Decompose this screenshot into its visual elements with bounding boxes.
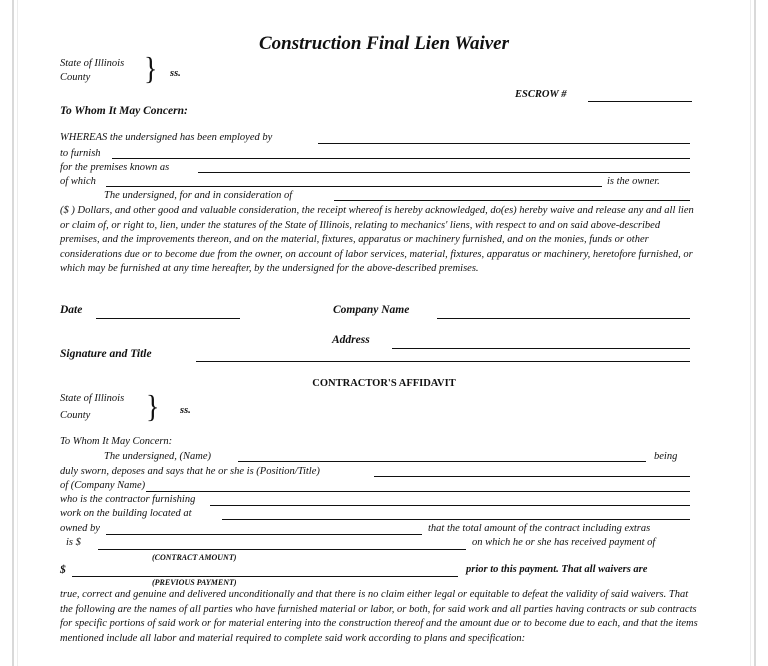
signature-line[interactable] xyxy=(196,361,690,362)
consideration-label: The undersigned, for and in consideration of xyxy=(104,190,293,201)
affiant-name-line[interactable] xyxy=(238,461,646,462)
is-dollar-label: is $ xyxy=(66,537,81,548)
affidavit-brace: } xyxy=(146,389,160,426)
affidavit-paragraph: true, correct and genuine and delivered unconditionally and that there is no claim either legal or equitable to defeat the validity of said waivers. That the following are the names of all parties who have furnished material or labor, or both, for said work and all parties having contracts or sub contracts for specific portions of said work or for material entering into the construction thereof and the amount due or to become due to each, and that the items mentioned include all labor and material required to complete said work according to plans and specification: xyxy=(60,589,698,644)
signature-label: Signature and Title xyxy=(60,348,152,360)
address-label: Address xyxy=(332,334,370,346)
address-line[interactable] xyxy=(392,348,690,349)
premises-label: for the premises known as xyxy=(60,162,170,173)
whereas-label: WHEREAS the undersigned has been employed by xyxy=(60,132,273,143)
undersigned-name-label: The undersigned, (Name) xyxy=(104,451,212,462)
contract-amount-line[interactable] xyxy=(98,549,466,550)
escrow-label: ESCROW # xyxy=(515,89,567,100)
state-county-brace: } xyxy=(144,51,158,88)
who-is-label: who is the contractor furnishing xyxy=(60,494,196,505)
building-location-line[interactable] xyxy=(222,519,690,520)
of-which-label: of which xyxy=(60,176,96,187)
company-label: of (Company Name) xyxy=(60,480,146,491)
previous-payment-line[interactable] xyxy=(72,576,458,577)
page-border-left xyxy=(12,0,14,666)
dollar-label: $ xyxy=(60,564,66,576)
date-label: Date xyxy=(60,304,83,316)
work-on-label: work on the building located at xyxy=(60,508,192,519)
affidavit-to-whom: To Whom It May Concern: xyxy=(60,436,173,447)
position-line[interactable] xyxy=(374,476,690,477)
company-line[interactable] xyxy=(146,491,690,492)
state-label: State of Illinois xyxy=(60,58,125,69)
is-owner-label: is the owner. xyxy=(607,176,660,187)
furnish-line[interactable] xyxy=(112,158,690,159)
duly-sworn-label: duly sworn, deposes and says that he or she is (Position/Title) xyxy=(60,466,320,477)
date-line[interactable] xyxy=(96,318,240,319)
contract-amount-caption: (CONTRACT AMOUNT) xyxy=(152,553,237,562)
escrow-line[interactable] xyxy=(588,101,692,102)
to-furnish-label: to furnish xyxy=(60,148,101,159)
company-name-label: Company Name xyxy=(333,304,410,316)
received-payment-label: on which he or she has received payment of xyxy=(472,537,656,548)
owner-line[interactable] xyxy=(106,186,602,187)
page-border-right-inner xyxy=(750,0,751,666)
page-border-left-inner xyxy=(17,0,18,666)
affidavit-county-label: County xyxy=(60,410,91,421)
owned-by-line[interactable] xyxy=(106,534,422,535)
company-name-line[interactable] xyxy=(437,318,690,319)
county-label: County xyxy=(60,72,91,83)
to-whom-label: To Whom It May Concern: xyxy=(60,105,188,117)
furnishing-line[interactable] xyxy=(210,505,690,506)
being-label: being xyxy=(654,451,678,462)
waiver-paragraph: ($ ) Dollars, and other good and valuable consideration, the receipt whereof is hereby acknowledged, do(es) hereby waive and release any and all lien or claim of, or right to, lien, under the statures of the State of Illinois, relating to mechanics' liens, with respect to and on said above-described premises, and the improvements thereon, and on the material, fixtures, apparatus or machinery furnished, and on the monies, funds or other considerations due or to become due from the owner, on account of labor services, material, fixtures, apparatus or machinery, heretofore furnished, or which may be furnished at any time hereafter, by the undersigned for the above-described premises. xyxy=(60,205,694,274)
document-title: Construction Final Lien Waiver xyxy=(258,33,510,54)
affidavit-state-label: State of Illinois xyxy=(60,393,125,404)
affidavit-heading: CONTRACTOR'S AFFIDAVIT xyxy=(312,378,456,389)
employed-by-line[interactable] xyxy=(318,143,690,144)
owned-by-label: owned by xyxy=(60,523,100,534)
consideration-line[interactable] xyxy=(334,200,690,201)
total-amount-label: that the total amount of the contract including extras xyxy=(428,523,651,534)
previous-payment-caption: (PREVIOUS PAYMENT) xyxy=(152,578,237,587)
premises-line[interactable] xyxy=(198,172,690,173)
page-border-right xyxy=(754,0,756,666)
affidavit-ss-label: ss. xyxy=(180,405,191,416)
prior-payment-label: prior to this payment. That all waivers are xyxy=(466,564,648,575)
ss-label: ss. xyxy=(170,68,181,79)
